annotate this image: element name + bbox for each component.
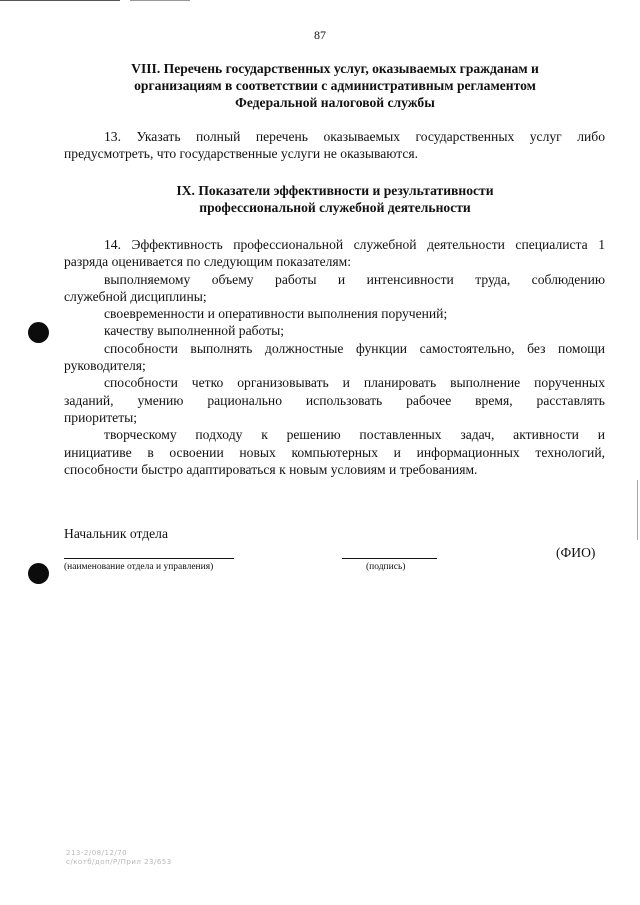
- paragraph-line: качеству выполненной работы;: [104, 323, 284, 339]
- item-14-paragraph: [64, 236, 605, 478]
- paragraph-line: предусмотреть, что государственные услуги не оказываются.: [64, 146, 419, 162]
- heading-line: VIII. Перечень государственных услуг, оказываемых гражданам и: [131, 61, 539, 76]
- paragraph-line: способности четко организовывать и планировать выполнение порученных: [104, 375, 605, 391]
- paragraph-line: выполняемому объему работы и интенсивности труда, соблюдению: [104, 271, 605, 287]
- footer-mark: 213-2/08/12/70: [66, 849, 128, 857]
- scan-edge-mark: [637, 480, 638, 540]
- paragraph-line: служебной дисциплины;: [64, 288, 207, 304]
- department-caption: (наименование отдела и управления): [64, 562, 214, 572]
- signature-title: Начальник отдела: [64, 526, 168, 541]
- punch-hole: [28, 322, 49, 343]
- paragraph-line: руководителя;: [64, 358, 146, 374]
- heading-line: профессиональной служебной деятельности: [199, 200, 471, 215]
- punch-hole: [28, 563, 49, 584]
- paragraph-line: способности выполнять должностные функции самостоятельно, без помощи: [104, 340, 605, 356]
- page-number: 87: [314, 28, 326, 42]
- paragraph-line: заданий, умению рационально использовать рабочее время, расставлять: [64, 392, 605, 408]
- paragraph-line: способности быстро адаптироваться к новым условиям и требованиям.: [64, 461, 478, 477]
- scan-edge-mark: [0, 0, 120, 1]
- section-8-heading: [90, 60, 580, 111]
- paragraph-line: 13. Указать полный перечень оказываемых государственных услуг либо: [104, 129, 605, 144]
- item-13-paragraph: [64, 128, 605, 163]
- paragraph-line: разряда оценивается по следующим показателям:: [64, 254, 352, 270]
- paragraph-line: 14. Эффективность профессиональной служебной деятельности специалиста 1: [104, 237, 605, 252]
- paragraph-line: своевременности и оперативности выполнения поручений;: [104, 306, 448, 322]
- section-9-heading: [90, 182, 580, 216]
- signature-fio-label: (ФИО): [556, 545, 596, 560]
- signature-caption: (подпись): [366, 562, 406, 572]
- paragraph-line: приоритеты;: [64, 409, 138, 425]
- heading-line: IX. Показатели эффективности и результативности: [176, 183, 494, 198]
- scan-edge-mark: [130, 0, 190, 1]
- heading-line: Федеральной налоговой службы: [235, 95, 435, 110]
- department-signature-line: [64, 558, 234, 559]
- paragraph-line: творческому подходу к решению поставленных задач, активности и: [104, 427, 605, 443]
- signature-line: [342, 558, 437, 559]
- heading-line: организациям в соответствии с административным регламентом: [134, 78, 536, 93]
- footer-mark: с/котб/доп/Р/Прил 23/653: [66, 858, 172, 866]
- paragraph-line: инициативе в освоении новых компьютерных и информационных технологий,: [64, 444, 605, 460]
